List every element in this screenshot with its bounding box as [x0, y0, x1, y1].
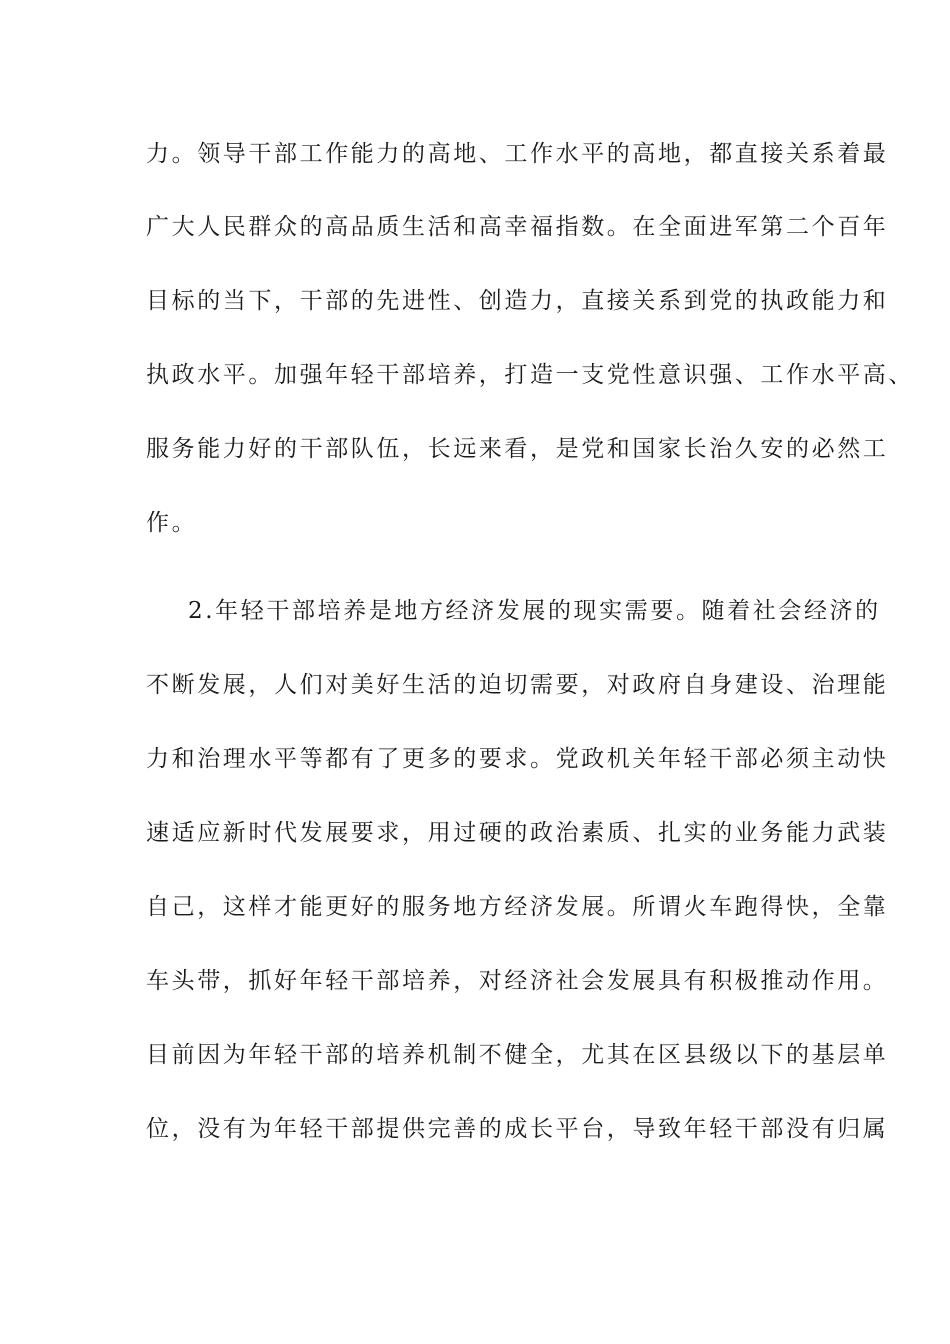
text-line: 服务能力好的干部队伍，长远来看，是党和国家长治久安的必然工	[146, 436, 889, 462]
text-line: 力和治理水平等都有了更多的要求。党政机关年轻干部必须主动快	[146, 746, 889, 772]
text-line: 力。领导干部工作能力的高地、工作水平的高地，都直接关系着最	[146, 141, 889, 167]
text-line: 速适应新时代发展要求，用过硬的政治素质、扎实的业务能力武装	[146, 820, 889, 846]
text-line: 执政水平。加强年轻干部培养，打造一支党性意识强、工作水平高、	[146, 362, 914, 388]
text-line: 作。	[146, 510, 198, 536]
text-line: 广大人民群众的高品质生活和高幸福指数。在全面进军第二个百年	[146, 214, 889, 240]
text-line: 不断发展，人们对美好生活的迫切需要，对政府自身建设、治理能	[146, 672, 889, 698]
text-line: 自己，这样才能更好的服务地方经济发展。所谓火车跑得快，全靠	[146, 894, 889, 920]
text-line: 目前因为年轻干部的培养机制不健全，尤其在区县级以下的基层单	[146, 1042, 889, 1068]
text-line: 位，没有为年轻干部提供完善的成长平台，导致年轻干部没有归属	[146, 1116, 889, 1142]
paragraph-start-line: 2.年轻干部培养是地方经济发展的现实需要。随着社会经济的	[188, 598, 881, 624]
text-line: 目标的当下，干部的先进性、创造力，直接关系到党的执政能力和	[146, 288, 889, 314]
text-line: 车头带，抓好年轻干部培养，对经济社会发展具有积极推动作用。	[146, 968, 889, 994]
